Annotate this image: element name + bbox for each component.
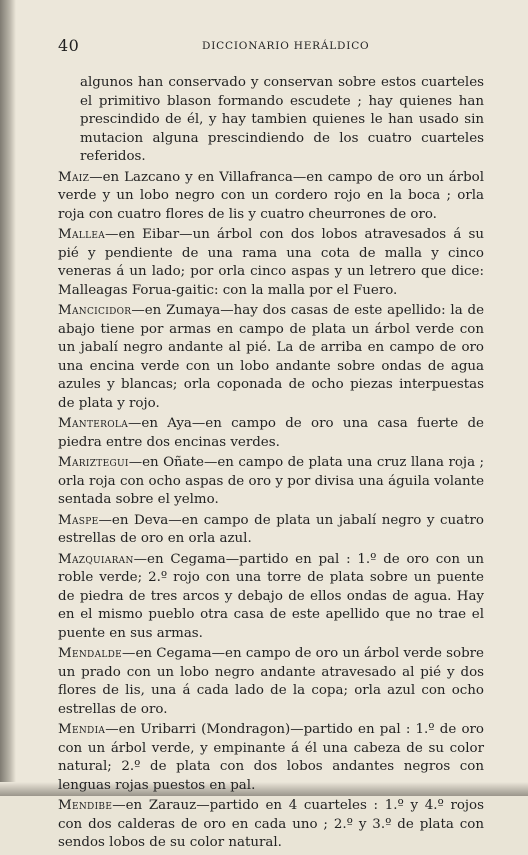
- entry-name: Mallea: [58, 227, 106, 242]
- entry-mariztegui: [58, 454, 484, 510]
- running-head: DICCIONARIO HERÁLDICO: [202, 40, 370, 52]
- entry-name: Mariztegui: [58, 455, 129, 470]
- entry-mallea: [58, 226, 484, 300]
- entry-maspe: [58, 512, 484, 549]
- entry-text: —en Cegama—en campo de oro un árbol verde sobre un prado con un lobo negro andante atravesado al pié y dos flores de lis, una á cada lado de la copa; orla azul con ocho estrellas de oro.: [58, 646, 484, 717]
- entry-name: Mancicidor: [58, 303, 132, 318]
- intro-paragraph: algunos han conservado y conservan sobre estos cuarteles el primitivo blason formando escudete ; hay quienes han prescindido de él, y hay tambien quienes le han usado sin mutacion alguna prescindiendo de los cuatro cuarteles referidos.: [80, 75, 484, 164]
- entry-name: Maspe: [58, 512, 99, 528]
- entry-text: —en Zumaya—hay dos casas de este apellido: la de abajo tiene por armas en campo de plata un árbol verde con un jabalí negro andante al pié. La de arriba en campo de oro una encina verde con un lobo andante sobre ondas de agua azules y blancas; orla coponada de ocho piezas interpuestas de plata y rojo.: [58, 303, 484, 411]
- entry-text: —en Deva—en campo de plata un jabalí negro y cuatro estrellas de oro en orla azul.: [58, 512, 484, 546]
- entry-text: —en Cegama—partido en pal : 1.º de oro con un roble verde; 2.º rojo con una torre de plata sobre un puente de piedra de tres arcos y debajo de ellos ondas de agua. Hay en el mismo pueblo otra casa de este apellido que no trae el puente en sus armas.: [58, 551, 484, 641]
- entry-manterola: [58, 415, 484, 452]
- body-text: [58, 74, 484, 855]
- entry-text: —en Uribarri (Mondragon)—partido en pal : 1.º de oro con un árbol verde, y empinante á él una cabeza de su color natural; 2.º de plata con dos lobos andantes negros con lenguas rojas puestos en pal.: [58, 722, 484, 793]
- entry-text: —en Aya—en campo de oro una casa fuerte de piedra entre dos encinas verdes.: [58, 416, 484, 450]
- entry-name: Mendibe: [58, 798, 113, 813]
- entry-name: Mendia: [58, 722, 106, 737]
- entry-maiz: [58, 169, 484, 225]
- entry-mazquiaran: [58, 551, 484, 644]
- entry-mancicidor: [58, 302, 484, 413]
- entry-text: —en Oñate—en campo de plata una cruz llana roja ; orla roja con ocho aspas de oro y por divisa una águila volante sentada sobre el yelmo.: [58, 455, 484, 507]
- entry-mendalde: [58, 645, 484, 719]
- entry-name: Mendalde: [58, 646, 123, 661]
- entry-name: Maiz: [58, 169, 90, 185]
- entry-mendia: [58, 721, 484, 795]
- entry-text: —en Eibar—un árbol con dos lobos atravesados á su pié y pendiente de una rama una cota de malla y cinco veneras á un lado; por orla cinco aspas y un letrero que dice: Malleagas Forua-gaitic: con la malla por el Fuero.: [58, 227, 484, 298]
- entry-mendibe: [58, 797, 484, 853]
- page-gutter-shadow: [0, 0, 16, 796]
- entry-name: Mazquiaran: [58, 551, 134, 567]
- page-header: [58, 36, 478, 56]
- entry-text: —en Lazcano y en Villafranca—en campo de oro un árbol verde y un lobo negro con un cordero rojo en la boca ; orla roja con cuatro flores de lis y cuatro cheurrones de oro.: [58, 169, 484, 222]
- entry-text: —en Zarauz—partido en 4 cuarteles : 1.º y 4.º rojos con dos calderas de oro en cada uno ; 2.º y 3.º de plata con sendos lobos de su color natural.: [58, 798, 484, 850]
- page-number: 40: [58, 36, 80, 55]
- entry-name: Manterola: [58, 416, 128, 431]
